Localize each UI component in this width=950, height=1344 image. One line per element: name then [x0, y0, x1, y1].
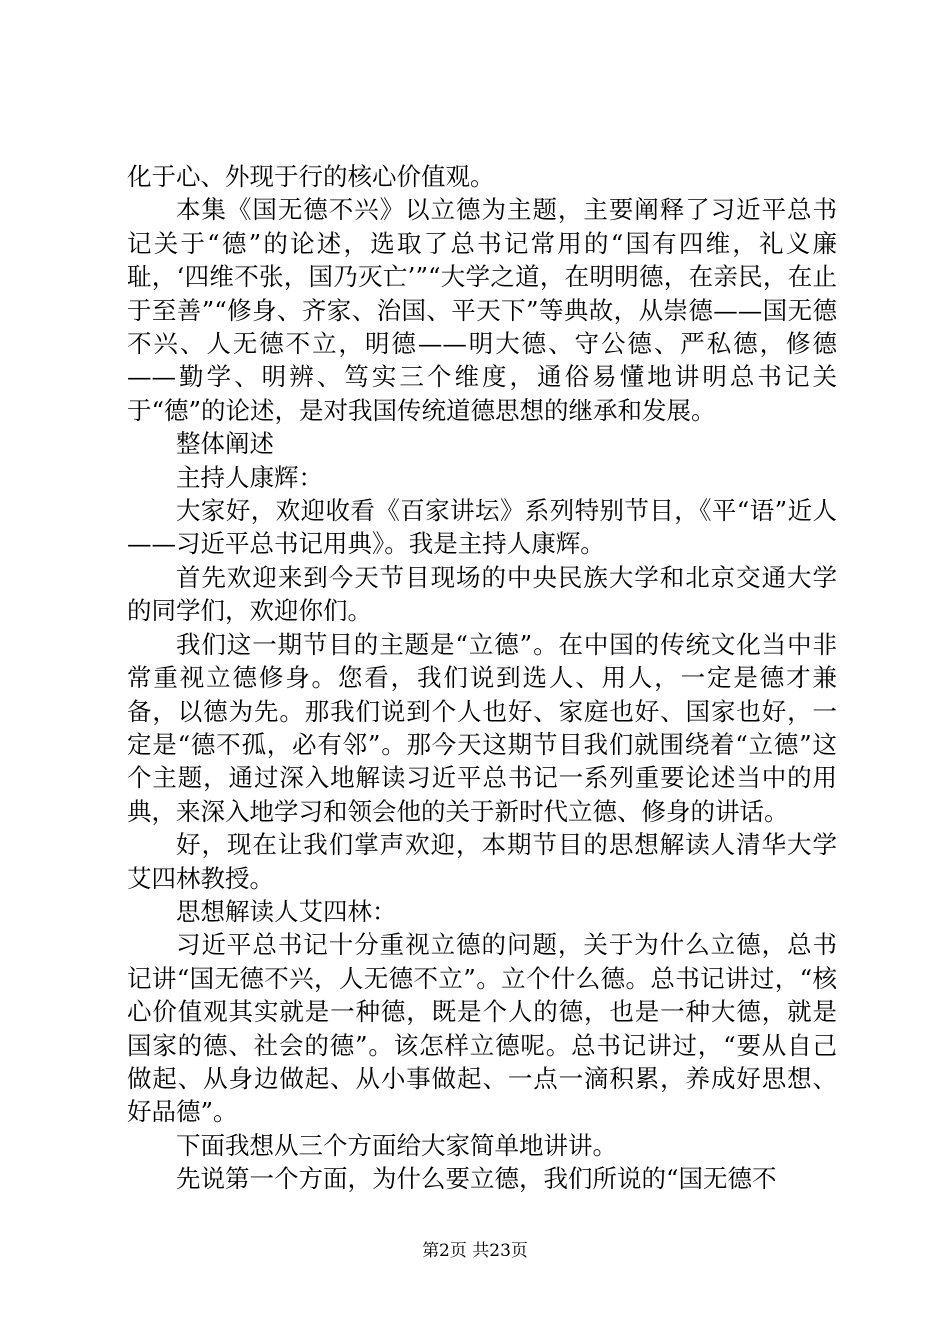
paragraph-12: 先说第一个方面，为什么要立德，我们所说的“国无德不 — [176, 1164, 777, 1194]
paragraph-7: 我们这一期节目的主题是“立德”。在中国的传统文化当中非常重视立德修身。您看，我们说到选人、用人，一定是德才兼备，以德为先。那我们说到个人也好、家庭也好、国家也好，一定是“德不孤，必有邻”。那今天这期节目我们就围绕着“立德”这个主题，通过深入地解读习近平总书记一系列重要论述当中的用典，来深入地学习和领会他的关于新时代立德、修身的讲话。 — [127, 629, 837, 826]
paragraph-1: 化于心、外现于行的核心价值观。 — [127, 162, 495, 191]
paragraph-8: 好，现在让我们掌声欢迎，本期节目的思想解读人清华大学艾四林教授。 — [127, 830, 837, 893]
section-heading: 整体阐述 — [176, 429, 274, 459]
page-footer — [0, 1240, 950, 1262]
page-number-label: 第2页 共23页 — [422, 1241, 528, 1261]
paragraph-6: 首先欢迎来到今天节目现场的中央民族大学和北京交通大学的同学们，欢迎你们。 — [127, 562, 837, 626]
document-body — [127, 160, 837, 1196]
paragraph-2: 本集《国无德不兴》以立德为主题，主要阐释了习近平总书记关于“德”的论述，选取了总书记常用的“国有四维，礼义廉耻，‘四维不张，国乃灭亡’”“大学之道，在明明德，在亲民，在止于至善”“修身、齐家、治国、平天下”等典故，从崇德——国无德不兴、人无德不立，明德——明大德、守公德、严私德，修德——勤学、明辨、笃实三个维度，通俗易懂地讲明总书记关于“德”的论述，是对我国传统道德思想的继承和发展。 — [127, 195, 837, 425]
paragraph-5: 大家好，欢迎收看《百家讲坛》系列特别节目，《平“语”近人——习近平总书记用典》。我是主持人康辉。 — [127, 496, 837, 559]
paragraph-10: 习近平总书记十分重视立德的问题，关于为什么立德，总书记讲“国无德不兴，人无德不立”。立个什么德。总书记讲过，“核心价值观其实就是一种德，既是个人的德，也是一种大德，就是国家的德、社会的德”。该怎样立德呢。总书记讲过，“要从自己做起、从身边做起、从小事做起、一点一滴积累，养成好思想、好品德”。 — [127, 930, 837, 1127]
speaker-label-host: 主持人康辉： — [176, 462, 323, 492]
speaker-label-guest: 思想解读人艾四林： — [176, 896, 397, 926]
paragraph-11: 下面我想从三个方面给大家简单地讲讲。 — [176, 1130, 617, 1160]
